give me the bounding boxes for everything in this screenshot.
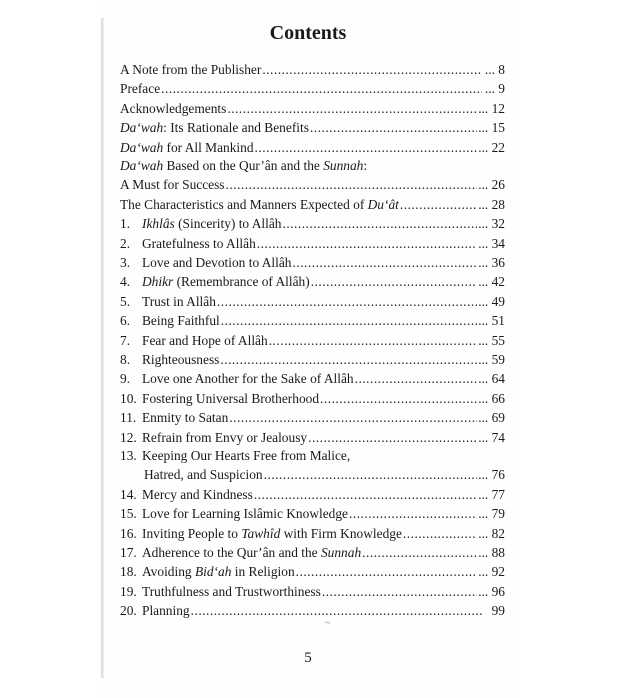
entry-number: 6. xyxy=(120,313,131,329)
entry-number: 13. xyxy=(120,447,137,463)
entry-title xyxy=(142,447,350,466)
entry-title xyxy=(142,601,190,620)
entry-number: 15. xyxy=(120,506,137,522)
toc-entry xyxy=(120,562,505,581)
entry-page-number: ... 96 xyxy=(478,583,505,599)
entry-number: 19. xyxy=(120,583,137,599)
entry-number: 4. xyxy=(120,274,131,290)
entry-page-number: 99 xyxy=(491,603,505,619)
dot-leader xyxy=(362,543,477,562)
entry-page-number: ... 66 xyxy=(478,390,505,406)
toc-entry xyxy=(120,157,505,176)
entry-number: 7. xyxy=(120,332,131,348)
entry-page-number: ... 92 xyxy=(478,564,505,580)
entry-title-part: Love one Another for the Sake of Allâh xyxy=(142,371,354,387)
dot-leader xyxy=(400,195,477,214)
toc-entry xyxy=(120,331,505,350)
entry-title-part: : Its Rationale and Benefits xyxy=(163,120,309,136)
dot-leader xyxy=(355,369,478,388)
toc-entry xyxy=(120,195,505,214)
entry-title-part: Ikhlâs xyxy=(142,216,175,232)
entry-title-part: Trust in Allâh xyxy=(142,293,216,309)
entry-page-number: ... 77 xyxy=(478,486,505,502)
toc-entry xyxy=(120,543,505,562)
toc-entry xyxy=(120,408,505,427)
entry-number: 10. xyxy=(120,390,137,406)
toc-entry xyxy=(120,428,505,447)
toc-entry xyxy=(120,60,505,79)
toc-entry xyxy=(120,79,505,98)
entry-page-number: ... 64 xyxy=(478,371,505,387)
entry-title xyxy=(142,272,310,291)
entry-title xyxy=(142,562,295,581)
entry-title xyxy=(142,369,354,388)
entry-page-number: ... 88 xyxy=(478,544,505,560)
entry-title xyxy=(120,175,225,194)
entry-number: 11. xyxy=(120,410,137,426)
page-gutter xyxy=(101,18,104,678)
entry-number: 1. xyxy=(120,216,131,232)
entry-title xyxy=(142,504,348,523)
entry-title xyxy=(142,214,281,233)
toc-entry xyxy=(120,465,505,484)
toc-entry xyxy=(120,292,505,311)
entry-title-part: A Must for Success xyxy=(120,177,225,193)
entry-title-part: Righteousness xyxy=(142,351,220,367)
dot-leader xyxy=(254,485,477,504)
toc-entry xyxy=(120,214,505,233)
entry-number: 17. xyxy=(120,544,137,560)
entry-title xyxy=(142,485,253,504)
entry-number: 12. xyxy=(120,429,137,445)
entry-number: 14. xyxy=(120,486,137,502)
entry-title xyxy=(142,582,321,601)
entry-title xyxy=(142,389,319,408)
entry-page-number: ... 59 xyxy=(478,351,505,367)
entry-page-number: ... 15 xyxy=(478,120,505,136)
entry-page-number: ... 49 xyxy=(478,293,505,309)
entry-title-part: Love and Devotion to Allâh xyxy=(142,255,292,271)
entry-title xyxy=(142,311,220,330)
entry-number: 8. xyxy=(120,351,131,367)
entry-page-number: ... 22 xyxy=(478,139,505,155)
entry-title-part: Da‘wah xyxy=(120,139,164,155)
entry-page-number: ... 8 xyxy=(484,62,505,77)
entry-title-part: The Characteristics and Manners Expected of xyxy=(120,196,368,212)
dot-leader xyxy=(217,292,477,311)
pen-mark: ~ xyxy=(325,618,331,629)
toc-entry xyxy=(120,138,505,157)
entry-title xyxy=(144,465,263,484)
toc-entry xyxy=(120,504,505,523)
entry-title-part: Adherence to the Qur’ân and the xyxy=(142,544,321,560)
toc-entry xyxy=(120,272,505,291)
entry-number: 16. xyxy=(120,525,137,541)
entry-title xyxy=(142,253,292,272)
entry-title-part: Sunnah xyxy=(320,544,362,560)
dot-leader xyxy=(293,253,478,272)
entry-title-part: A Note from the Publisher xyxy=(120,62,262,77)
toc-entry xyxy=(120,350,505,369)
entry-page-number: ... 69 xyxy=(478,410,505,426)
entry-page-number: ... 51 xyxy=(478,313,505,329)
toc-entry xyxy=(120,118,505,137)
dot-leader xyxy=(322,582,477,601)
entry-title-part: Avoiding xyxy=(142,564,195,580)
entry-title xyxy=(120,118,309,137)
entry-title xyxy=(142,408,228,427)
entry-title-part: in Religion xyxy=(231,564,295,580)
entry-title-part: Truthfulness and Trustworthiness xyxy=(142,583,321,599)
entry-title xyxy=(120,138,254,157)
entry-title-part: Fostering Universal Brotherhood xyxy=(142,390,320,406)
entry-title-part: Inviting People to xyxy=(142,525,242,541)
entry-title-part: Gratefulness to Allâh xyxy=(142,235,256,251)
dot-leader xyxy=(282,214,477,233)
entry-page-number: ... 74 xyxy=(478,429,505,445)
entry-title-part: (Sincerity) to Allâh xyxy=(174,216,282,232)
dot-leader xyxy=(264,465,478,484)
entry-number: 20. xyxy=(120,603,137,619)
entry-title-part: Du‘ât xyxy=(367,196,399,212)
dot-leader xyxy=(226,175,478,194)
toc-entry xyxy=(120,175,505,194)
entry-page-number: ... 55 xyxy=(478,332,505,348)
entry-title xyxy=(142,234,256,253)
entry-number: 18. xyxy=(120,564,137,580)
entry-title-part: Mercy and Kindness xyxy=(142,486,253,502)
dot-leader xyxy=(308,428,477,447)
toc-entry xyxy=(120,311,505,330)
entry-title-part: Bid‘ah xyxy=(194,564,232,580)
entry-title-part: Acknowledgements xyxy=(120,100,227,116)
dot-leader xyxy=(269,331,478,350)
dot-leader xyxy=(220,350,477,369)
entry-title-part: Refrain from Envy or Jealousy xyxy=(142,429,308,445)
dot-leader xyxy=(320,389,477,408)
entry-title-part: (Remembrance of Allâh) xyxy=(173,274,310,290)
toc-entry xyxy=(120,99,505,118)
entry-title-part: Love for Learning Islâmic Knowledge xyxy=(142,506,348,522)
entry-page-number: ... 12 xyxy=(478,100,505,116)
entry-title xyxy=(142,428,307,447)
entry-title-part: Based on the Qur’ân and the xyxy=(163,157,324,173)
entry-page-number: ... 32 xyxy=(478,216,505,232)
entry-page-number: ... 76 xyxy=(478,467,505,483)
entry-title xyxy=(142,350,219,369)
entry-title xyxy=(120,157,367,176)
page-number: 5 xyxy=(304,650,312,666)
dot-leader xyxy=(403,524,477,543)
dot-leader xyxy=(229,408,477,427)
toc-entry xyxy=(120,369,505,388)
entry-title-part: with Firm Knowledge xyxy=(280,525,402,541)
entry-title xyxy=(142,331,268,350)
entry-page-number: ... 28 xyxy=(478,196,505,212)
entry-title-part: Sunnah xyxy=(323,157,364,173)
toc-entry xyxy=(120,485,505,504)
entry-page-number: ... 79 xyxy=(478,506,505,522)
toc-entry xyxy=(120,389,505,408)
entry-title xyxy=(120,195,399,214)
entry-page-number: ... 26 xyxy=(478,177,505,193)
entry-page-number: ... 36 xyxy=(478,255,505,271)
entry-number: 3. xyxy=(120,255,131,271)
entry-title xyxy=(120,99,226,118)
dot-leader xyxy=(227,99,477,118)
entry-page-number: ... 34 xyxy=(478,235,505,251)
entry-number: 9. xyxy=(120,371,131,387)
entry-title xyxy=(120,60,261,79)
toc-entry xyxy=(120,582,505,601)
entry-title-part: Tawhîd xyxy=(241,525,281,541)
toc-entry xyxy=(120,524,505,543)
dot-leader xyxy=(349,504,477,523)
entry-title xyxy=(142,543,361,562)
entry-title-part: Hatred, and Suspicion xyxy=(144,467,263,483)
dot-leader xyxy=(310,118,477,137)
entry-title-part: Da‘wah xyxy=(120,120,164,136)
toc-entry xyxy=(120,253,505,272)
entry-page-number: ... 42 xyxy=(478,274,505,290)
entry-title-part: Fear and Hope of Allâh xyxy=(142,332,268,348)
entry-title-part: Dhikr xyxy=(142,274,174,290)
entry-title xyxy=(142,292,216,311)
entry-title-part: Keeping Our Hearts Free from Malice, xyxy=(142,447,351,463)
entry-number: 5. xyxy=(120,293,131,309)
page-title: Contents xyxy=(269,22,347,44)
dot-leader xyxy=(191,601,482,620)
entry-title-part: Preface xyxy=(120,81,161,97)
entry-title xyxy=(142,524,402,543)
toc-entry xyxy=(120,234,505,253)
entry-page-number: ... 9 xyxy=(484,81,505,97)
table-of-contents xyxy=(120,60,505,621)
dot-leader xyxy=(262,60,482,79)
dot-leader xyxy=(161,79,482,98)
entry-title-part: : xyxy=(363,157,368,173)
entry-page-number: ... 82 xyxy=(478,525,505,541)
dot-leader xyxy=(255,138,478,157)
entry-title-part: for All Mankind xyxy=(163,139,254,155)
entry-number: 2. xyxy=(120,235,131,251)
toc-entry xyxy=(120,601,505,620)
dot-leader xyxy=(221,311,477,330)
entry-title-part: Enmity to Satan xyxy=(142,410,229,426)
toc-entry xyxy=(120,447,505,466)
entry-title-part: Da‘wah xyxy=(120,157,164,173)
entry-title-part: Being Faithful xyxy=(142,313,220,329)
dot-leader xyxy=(257,234,477,253)
entry-title-part: Planning xyxy=(142,603,190,619)
entry-title xyxy=(120,79,160,98)
dot-leader xyxy=(296,562,478,581)
dot-leader xyxy=(311,272,478,291)
